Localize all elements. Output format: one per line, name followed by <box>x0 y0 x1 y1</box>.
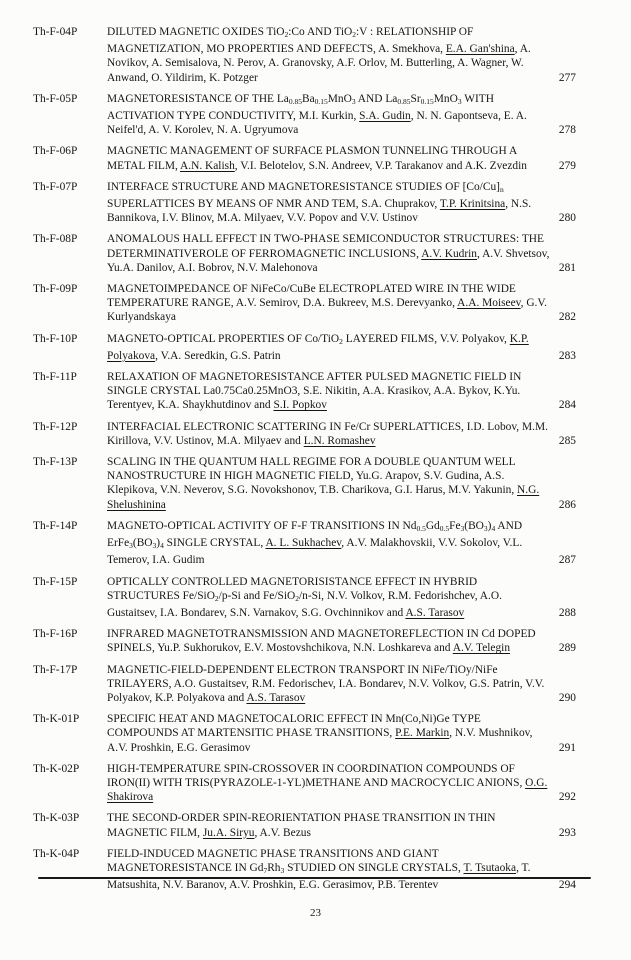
presenting-author-underlined: A.S. Tarasov <box>405 606 465 619</box>
entry-page-number: 279 <box>558 159 576 172</box>
formula-subscript: 3 <box>457 96 462 106</box>
title-text: , T. Matsushita, N.V. Baranov, A.V. Proshkin, E.G. Gerasimov, P.B. Terentev <box>107 861 531 892</box>
toc-entry <box>33 232 576 275</box>
formula-subscript: 2 <box>284 30 289 39</box>
title-text: ) <box>487 519 492 532</box>
title-text: , A.V. Shvetsov, Yu.A. Danilov, A.I. Bobrov, N.V. Malehonova <box>107 247 550 274</box>
title-text: INFRARED MAGNETOTRANSMISSION AND MAGNETOREFLECTION IN Cd DOPED SPINELS, Yu.P. Sukhorukov, E.V. Mostovshchikova, N.N. Loshkareva and <box>107 628 536 655</box>
presenting-author-underlined: A.N. Kalish <box>180 159 235 172</box>
entry-title <box>107 575 550 621</box>
title-text: , A.V. Malakhovskii, V.V. Sokolov, V.L. Temerov, I.A. Gudim <box>107 537 523 567</box>
presenting-author-underlined: L.N. Romashev <box>303 434 376 447</box>
entry-page-number: 285 <box>558 434 576 447</box>
title-text: (BO <box>464 519 484 532</box>
formula-subscript: 3 <box>152 541 157 551</box>
presenting-author-underlined: A. L. Sukhachev <box>265 537 342 550</box>
entry-title <box>107 519 550 568</box>
title-text: Sr <box>410 92 421 105</box>
formula-subscript: 3 <box>351 96 356 106</box>
formula-subscript: 2 <box>295 593 299 603</box>
toc-list <box>33 25 576 899</box>
presenting-author-underlined: S.A. Gudin <box>359 110 411 123</box>
title-text: WITH ACTIVATION TYPE CONDUCTIVITY, M.I. Kurkin, <box>107 92 494 123</box>
entry-page-number: 289 <box>558 642 576 655</box>
entry-title <box>107 420 550 448</box>
presenting-author-underlined: S.I. Popkov <box>273 399 327 412</box>
entry-title <box>107 455 550 512</box>
title-text: , A. Novikov, A. Semisalova, N. Perov, A. Granovsky, A.F. Orlov, M. Butterling, A. Wagner, W. Anwand, O. Yildirim, K. Potzger <box>107 43 531 84</box>
title-text: , V.I. Belotelov, S.N. Andreev, V.P. Tarakanov and A.K. Zvezdin <box>234 159 527 172</box>
title-text: Ba <box>302 92 315 105</box>
toc-entry <box>33 627 576 655</box>
title-text: , A.V. Bezus <box>254 826 311 839</box>
title-text: , N. N. Gapontseva, E. A. Neifel'd, A. V. Korolev, N. A. Ugryumova <box>107 110 527 137</box>
title-text: MnO <box>433 92 458 105</box>
title-text: MAGNETIC MANAGEMENT OF SURFACE PLASMON TUNNELING THROUGH A METAL FILM, <box>107 145 517 172</box>
entry-title <box>107 663 550 706</box>
formula-subscript: 3 <box>129 541 133 551</box>
entry-page-number: 292 <box>558 791 576 804</box>
title-text: MAGNETIC-FIELD-DEPENDENT ELECTRON TRANSPORT IN NiFe/TiOy/NiFe TRILAYERS, A.O. Gustaitsev, R.M. Fedorischev, I.A. Bondarev, N.V. Volkov, G.S. Patrin, V.V. Polyakov, K.P. Polyakova and <box>107 663 545 704</box>
title-text: LAYERED FILMS, V.V. Polyakov, <box>342 332 510 345</box>
entry-page-number: 277 <box>558 71 576 84</box>
entry-page-number: 288 <box>558 606 576 619</box>
entry-title <box>107 332 550 363</box>
entry-code: Th-K-02P <box>33 762 80 775</box>
entry-title <box>107 232 550 275</box>
footer-rule <box>38 877 591 879</box>
entry-title <box>107 712 550 755</box>
formula-subscript: 7 <box>263 865 268 875</box>
toc-entry <box>33 420 576 448</box>
entry-title <box>107 144 550 172</box>
title-text: ) <box>156 537 161 550</box>
entry-page-number: 291 <box>558 741 576 754</box>
presenting-author-underlined: A.A. Moiseev <box>457 297 521 310</box>
entry-page-number: 281 <box>558 261 576 274</box>
title-text: INTERFACE STRUCTURE AND MAGNETORESISTANCE STUDIES OF [Co/Cu] <box>107 180 500 193</box>
title-text: MnO <box>327 92 352 105</box>
title-text: Gd <box>425 519 440 532</box>
entry-code: Th-F-05P <box>33 92 78 105</box>
formula-subscript: 2 <box>214 593 219 603</box>
formula-subscript: 4 <box>160 541 164 551</box>
toc-entry <box>33 519 576 568</box>
entry-code: Th-F-04P <box>33 26 78 38</box>
presenting-author-underlined: E.A. Gan'shina <box>445 43 515 56</box>
toc-entry <box>33 847 576 893</box>
toc-entry <box>33 92 576 138</box>
formula-subscript: 0.15 <box>314 96 328 106</box>
title-text: , V.A. Seredkin, G.S. Patrin <box>155 349 281 362</box>
title-text: OPTICALLY CONTROLLED MAGNETORISISTANCE EFFECT IN HYBRID STRUCTURES Fe/SiO <box>107 575 478 602</box>
title-text: /p-Si and Fe/SiO <box>218 589 296 602</box>
page-number: 23 <box>310 907 321 919</box>
presenting-author-underlined: O.G. Shakirova <box>107 776 548 804</box>
formula-subscript: n <box>499 184 504 194</box>
entry-code: Th-F-13P <box>33 456 78 469</box>
formula-subscript: 0.5 <box>416 523 426 533</box>
presenting-author-underlined: T.P. Krinitsina <box>439 198 506 211</box>
title-text: THE SECOND-ORDER SPIN-REORIENTATION PHASE TRANSITION IN THIN MAGNETIC FILM, <box>107 812 496 839</box>
formula-subscript: 0.5 <box>439 523 450 533</box>
presenting-author-underlined: P.E. Markin <box>395 727 450 740</box>
entry-title <box>107 811 550 839</box>
entry-code: Th-F-09P <box>33 283 78 296</box>
entry-code: Th-F-11P <box>33 371 77 384</box>
entry-page-number: 286 <box>558 498 576 511</box>
title-text: MAGNETO-OPTICAL PROPERTIES OF Co/TiO <box>107 332 340 345</box>
entry-code: Th-F-08P <box>33 233 78 246</box>
toc-entry <box>33 25 576 85</box>
presenting-author-underlined: K.P. Polyakova <box>107 332 529 362</box>
title-text: :V : RELATIONSHIP OF MAGNETIZATION, MO PROPERTIES AND DEFECTS, A. Smekhova, <box>107 26 474 56</box>
formula-subscript: 0.15 <box>420 96 434 106</box>
presenting-author-underlined: Ju.A. Siryu <box>202 826 255 839</box>
entry-code: Th-F-07P <box>33 180 78 193</box>
presenting-author-underlined: A.V. Kudrin <box>421 247 477 260</box>
entry-code: Th-F-14P <box>33 519 78 532</box>
title-text: , G.V. Kurlyandskaya <box>107 297 547 324</box>
formula-subscript: 0.85 <box>397 96 411 106</box>
entry-title <box>107 847 550 893</box>
entry-page-number: 283 <box>558 349 576 362</box>
title-text: (BO <box>132 537 153 550</box>
entry-title <box>107 25 550 85</box>
toc-entry <box>33 663 576 706</box>
entry-page-number: 287 <box>558 554 576 567</box>
entry-page-number: 284 <box>558 399 576 412</box>
entry-code: Th-F-17P <box>33 663 78 676</box>
title-text: HIGH-TEMPERATURE SPIN-CROSSOVER IN COORDINATION COMPOUNDS OF IRON(II) WITH TRIS(PYRAZOLE-1-YL)METHANE AND MACROCYCLIC ANIONS, <box>107 762 526 789</box>
entry-title <box>107 370 550 413</box>
entry-code: Th-F-16P <box>33 628 78 641</box>
entry-page-number: 278 <box>558 124 576 137</box>
title-text: /n-Si, N.V. Volkov, R.M. Fedorishchev, A.O. Gustaitsev, I.A. Bondarev, S.N. Varnakov, S.G. Ovchinnikov and <box>107 589 502 619</box>
formula-subscript: 3 <box>460 523 465 533</box>
formula-subscript: 0.85 <box>288 96 302 106</box>
title-text: SINGLE CRYSTAL, <box>163 537 266 550</box>
toc-entry <box>33 282 576 325</box>
formula-subscript: 2 <box>352 30 356 39</box>
title-text: MAGNETOIMPEDANCE OF NiFeCo/CuBe ELECTROPLATED WIRE IN THE WIDE TEMPERATURE RANGE, A.V. Semirov, D.A. Bukreev, M.S. Derevyanko, <box>107 283 516 310</box>
toc-entry <box>33 180 576 226</box>
title-text: MAGNETO-OPTICAL ACTIVITY OF F-F TRANSITIONS IN Nd <box>107 519 417 532</box>
title-text: INTERFACIAL ELECTRONIC SCATTERING IN Fe/Cr SUPERLATTICES, I.D. Lobov, M.M. Kirillova, V.V. Ustinov, M.A. Milyaev and <box>107 420 548 447</box>
title-text: DILUTED MAGNETIC OXIDES TiO <box>107 26 285 38</box>
title-text: SPECIFIC HEAT AND MAGNETOCALORIC EFFECT IN Mn(Co,Ni)Ge TYPE COMPOUNDS AT MARTENSITIC PHASE TRANSITIONS, <box>107 713 481 740</box>
toc-entry <box>33 762 576 805</box>
title-text: STUDIED ON SINGLE CRYSTALS, <box>284 861 464 874</box>
title-text: :Co AND TiO <box>288 26 353 38</box>
entry-title <box>107 92 550 138</box>
entry-code: Th-K-03P <box>33 812 80 825</box>
title-text: , N.S. Bannikova, I.V. Blinov, M.A. Milyaev, V.V. Popov and V.V. Ustinov <box>107 198 532 225</box>
entry-code: Th-F-15P <box>33 575 78 588</box>
entry-page-number: 294 <box>558 879 576 892</box>
entry-page-number: 293 <box>558 826 576 839</box>
entry-page-number: 290 <box>558 691 576 704</box>
toc-entry <box>33 370 576 413</box>
title-text: AND ErFe <box>107 519 523 550</box>
toc-entry <box>33 144 576 172</box>
formula-subscript: 3 <box>280 865 285 875</box>
title-text: SUPERLATTICES BY MEANS OF NMR AND TEM, S.A. Chuprakov, <box>107 198 440 211</box>
title-text: FIELD-INDUCED MAGNETIC PHASE TRANSITIONS AND GIANT MAGNETORESISTANCE IN Gd <box>107 847 439 874</box>
toc-entry <box>33 332 576 363</box>
title-text: ANOMALOUS HALL EFFECT IN TWO-PHASE SEMICONDUCTOR STRUCTURES: THE DETERMINATIVEROLE OF FERROMAGNETIC INCLUSIONS, <box>107 233 544 260</box>
presenting-author-underlined: A.V. Telegin <box>452 642 511 655</box>
entry-title <box>107 627 550 655</box>
entry-title <box>107 282 550 325</box>
entry-code: Th-F-12P <box>33 420 78 433</box>
title-text: , N.V. Mushnikov, A.V. Proshkin, E.G. Gerasimov <box>107 727 533 754</box>
presenting-author-underlined: A.S. Tarasov <box>246 691 306 704</box>
toc-entry <box>33 712 576 755</box>
toc-entry <box>33 811 576 839</box>
entry-title <box>107 180 550 226</box>
formula-subscript: 3 <box>483 523 488 533</box>
title-text: Fe <box>449 519 461 532</box>
title-text: Rh <box>267 861 281 874</box>
toc-entry <box>33 575 576 621</box>
title-text: MAGNETORESISTANCE OF THE La <box>107 92 289 105</box>
entry-code: Th-F-06P <box>33 145 78 158</box>
entry-page-number: 280 <box>558 212 576 225</box>
entry-code: Th-K-04P <box>33 847 80 860</box>
presenting-author-underlined: N.G. Shelushinina <box>107 484 540 511</box>
entry-page-number: 282 <box>558 311 576 324</box>
title-text: RELAXATION OF MAGNETORESISTANCE AFTER PULSED MAGNETIC FIELD IN SINGLE CRYSTAL La0.75Ca0.25MnO3, S.E. Nikitin, A.A. Krasikov, A.A. Bykov, K.Yu. Terentyev, K.A. Shaykhutdinov and <box>107 371 522 412</box>
formula-subscript: 2 <box>339 336 343 346</box>
entry-code: Th-K-01P <box>33 713 80 726</box>
presenting-author-underlined: T. Tsutaoka <box>463 861 517 874</box>
toc-entry <box>33 455 576 512</box>
entry-code: Th-F-10P <box>33 332 78 345</box>
title-text: SCALING IN THE QUANTUM HALL REGIME FOR A DOUBLE QUANTUM WELL NANOSTRUCTURE IN HIGH MAGNETIC FIELD, Yu.G. Arapov, S.V. Gudina, A.S. Klepikova, V.N. Neverov, S.G. Novokshonov, T.B. Charikova, G.I. Harus, M.V. Yakunin, <box>107 456 518 497</box>
entry-title <box>107 762 550 805</box>
formula-subscript: 4 <box>491 523 496 533</box>
title-text: AND La <box>355 92 398 105</box>
